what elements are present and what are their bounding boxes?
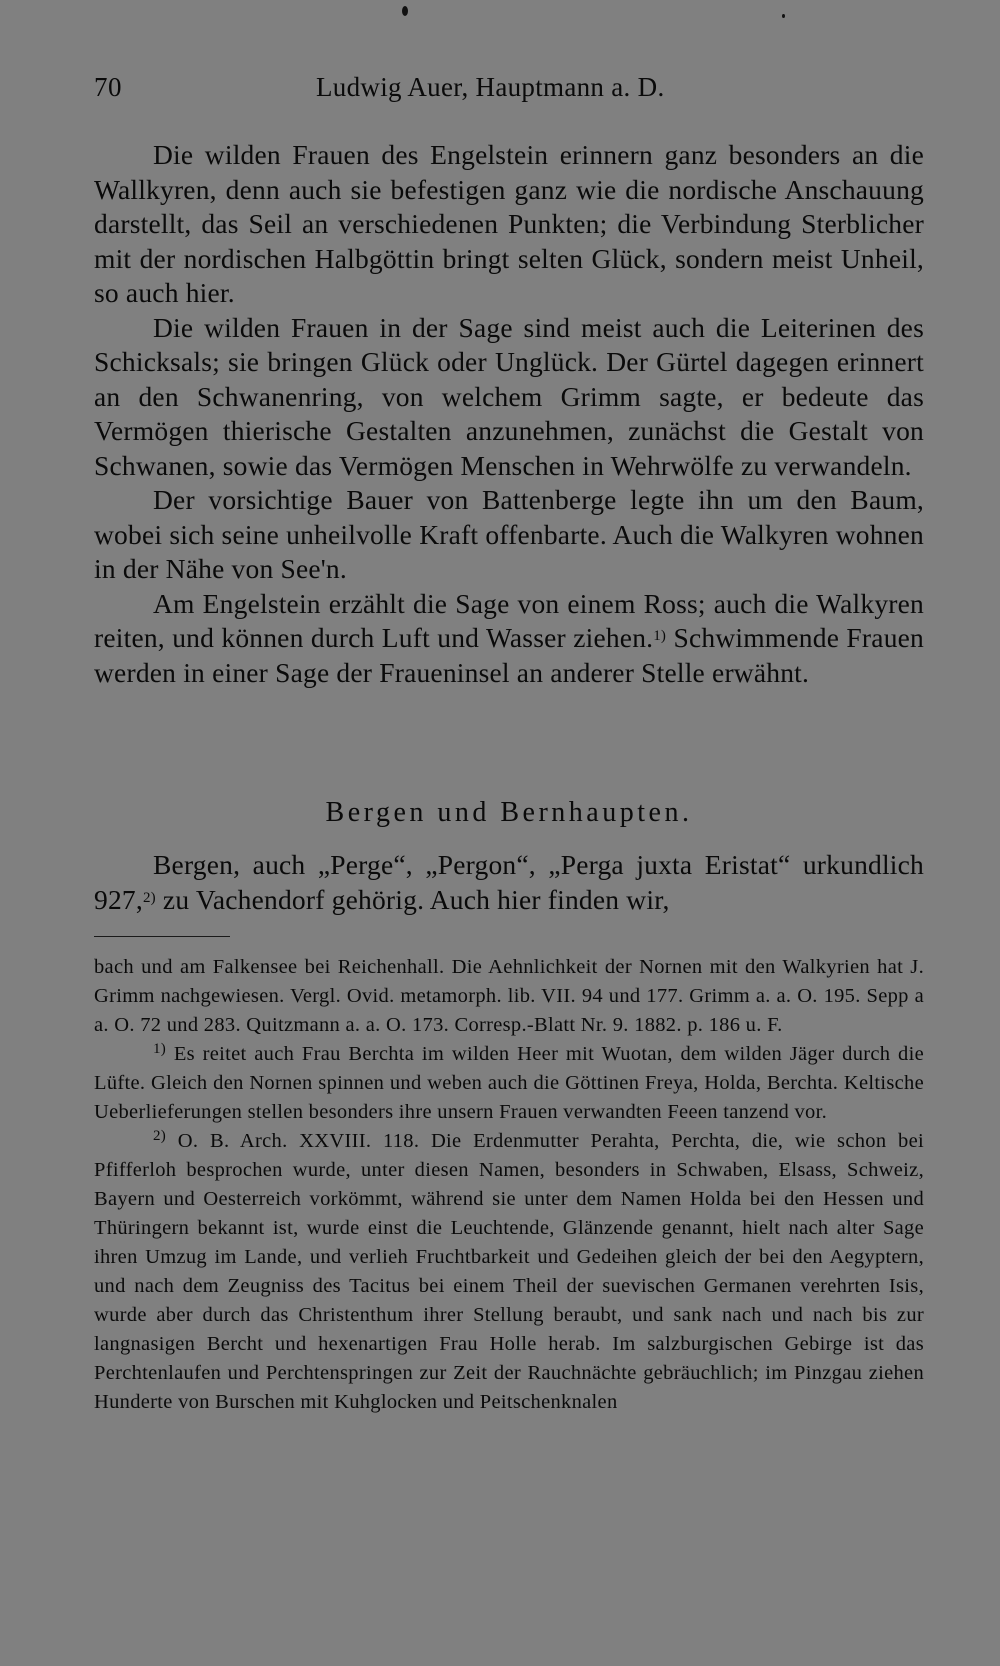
paragraph: [94, 587, 924, 691]
running-title: Ludwig Auer, Hauptmann a. D.: [316, 72, 665, 102]
section-heading: Bergen und Bernhaupten.: [325, 797, 693, 828]
footnotes: [94, 953, 924, 1417]
footnote-1: [94, 1040, 924, 1127]
footnote-marker: 2): [153, 1128, 167, 1144]
footnote-reference: 1): [653, 628, 667, 644]
paragraph-text: zu Vachendorf gehörig. Auch hier finden wir,: [155, 883, 670, 915]
footnote-reference: 2): [142, 889, 156, 906]
paragraph-text: Bergen, auch „Perge“, „Pergon“, „Perga juxta Eristat“ urkundlich 927,: [94, 849, 924, 915]
paragraph: [94, 848, 924, 917]
footnote-divider: [94, 936, 230, 937]
footnote-text: O. B. Arch. XXVIII. 118. Die Erdenmutter Perahta, Perchta, die, wie schon bei Pfifferloh besprochen wurde, unter diesen Namen, besonders in Schwaben, Elsass, Schweiz, Bayern und Oesterreich vorkömmt, während sie unter dem Namen Holda bei den Hessen und Thüringern bekannt ist, wurde einst die Leuchtende, Glänzende genannt, hielt nach alter Sage ihren Umzug im Lande, und verlieh Fruchtbarkeit und Gedeihen gleich der bei den Aegyptern, und nach dem Zeugniss des Tacitus bei einem Theil der suevischen Germanen verehrten Isis, wurde aber durch das Christenthum ihrer Stellung beraubt, und sank nach und nach bis zur langnasigen Bercht und hexenartigen Frau Holle herab. Im salzburgischen Gebirge ist das Perchtenlaufen und Perchtenspringen zur Zeit der Rauchnächte gebräuchlich; im Pinzgau ziehen Hunderte von Burschen mit Kuhglocken und Peitschenknalen: [94, 1130, 924, 1413]
ink-speck: [402, 6, 408, 16]
page-number: 70: [94, 72, 122, 102]
paragraph: Der vorsichtige Bauer von Battenberge legte ihn um den Baum, wobei sich seine unheilvolle Kraft offenbarte. Auch die Walkyren wohnen in der Nähe von See'n.: [94, 484, 924, 584]
paragraph-text: Schwimmende Frauen werden in einer Sage der Fraueninsel an anderer Stelle erwähnt.: [94, 622, 924, 688]
ink-speck: [782, 14, 785, 18]
paragraph: Die wilden Frauen des Engelstein erinnern ganz besonders an die Wallkyren, denn auch sie befestigen ganz wie die nordische Anschauung darstellt, das Seil an verschiedenen Punkten; die Verbindung Sterblicher mit der nordischen Halbgöttin bringt selten Glück, sondern meist Unheil, so auch hier.: [94, 139, 924, 308]
footnote-marker: 1): [153, 1041, 167, 1057]
paragraph-text: Am Engelstein erzählt die Sage von einem Ross; auch die Walkyren reiten, und können durch Luft und Wasser ziehen.: [94, 587, 924, 653]
page-header: [94, 72, 924, 112]
section-text: [94, 848, 924, 917]
footnote-continued: bach und am Falkensee bei Reichenhall. Die Aehnlichkeit der Nornen mit den Walkyrien hat J. Grimm nachgewiesen. Vergl. Ovid. metamorph. lib. VII. 94 und 177. Grimm a. a. O. 195. Sepp a a. O. 72 und 283. Quitzmann a. a. O. 173. Corresp.-Blatt Nr. 9. 1882. p. 186 u. F.: [94, 956, 924, 1036]
footnote-text: Es reitet auch Frau Berchta im wilden Heer mit Wuotan, dem wilden Jäger durch die Lüfte. Gleich den Nornen spinnen und weben auch die Göttinen Freya, Holda, Berchta. Keltische Ueberlieferungen stellen besonders ihre unsern Frauen verwandten Feeen tanzend vor.: [94, 1043, 924, 1123]
footnote-2: [94, 1127, 924, 1417]
paragraph: Die wilden Frauen in der Sage sind meist auch die Leiterinen des Schicksals; sie bringen Glück oder Unglück. Der Gürtel dagegen erinnert an den Schwanenring, von welchem Grimm sagte, er bedeute das Vermögen thierische Gestalten anzunehmen, zunächst die Gestalt von Schwanen, sowie das Vermögen Menschen in Wehrwölfe zu verwandeln.: [94, 311, 924, 481]
main-text: [94, 138, 924, 690]
